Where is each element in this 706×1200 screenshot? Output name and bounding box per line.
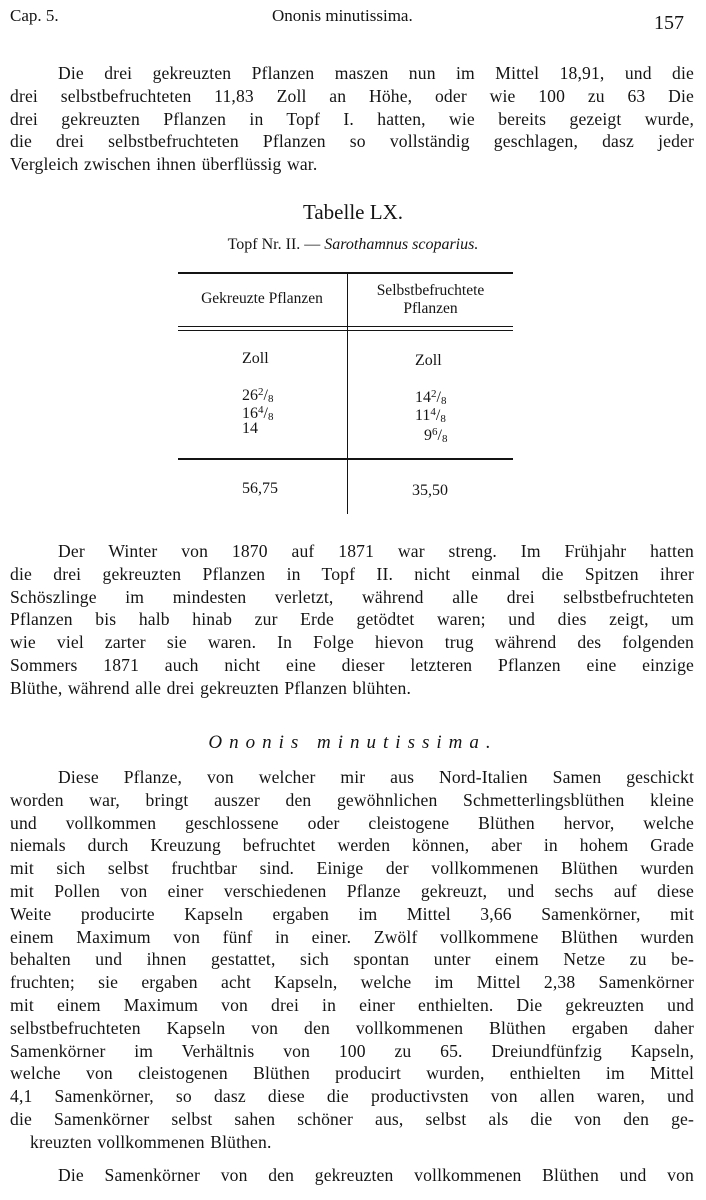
- text-line: die drei gekreuzten Pflanzen in Topf II. nicht einmal die Spitzen ihrer: [10, 563, 694, 584]
- paragraph-winter: [10, 540, 694, 700]
- column-header-line: Selbstbefruchtete: [376, 282, 485, 299]
- paragraph-ononis: [10, 766, 694, 1154]
- unit-label-crossed: Zoll: [242, 350, 269, 367]
- table-sum-rule: [178, 458, 513, 460]
- table-total-crossed: 56,75: [242, 480, 278, 497]
- text-line: Weite producirte Kapseln ergaben im Mittel 3,66 Samenkörner, mit: [10, 903, 694, 924]
- table-cell: $14^2/_8$: [415, 388, 447, 407]
- text-line: kreuzten vollkommenen Blüthen.: [30, 1131, 272, 1152]
- table-top-rule: [178, 272, 513, 274]
- section-heading: Ononis minutissima.: [208, 732, 498, 753]
- text-line: worden war, bringt auszer den gewöhnlichen Schmetterlingsblüthen kleine: [10, 789, 694, 810]
- table-cell: $16^4/_8$: [242, 404, 274, 423]
- table-subtitle-pot: Topf Nr. II. —: [227, 236, 321, 253]
- cell-whole: 14: [242, 420, 258, 437]
- text-line: behalten und ihnen gestattet, sich spontan unter einem Netze zu be-: [10, 949, 694, 970]
- table-cell: $11^4/_8$: [415, 406, 446, 425]
- cell-numerator: 4: [258, 404, 264, 416]
- text-line: Samenkörner im Verhältnis von 100 zu 65. Dreiundfünfzig Kapseln,: [10, 1040, 694, 1061]
- cell-numerator: 4: [430, 406, 436, 418]
- table-header-rule: [178, 326, 513, 327]
- column-header-crossed: Gekreuzte Pflanzen: [201, 290, 323, 307]
- cell-numerator: 2: [258, 386, 264, 398]
- text-line: niemals durch Kreuzung befruchtet werden können, aber in hohem Grade: [10, 835, 694, 856]
- text-line: mit einem Maximum von drei in einer enthielten. Die gekreuzten und: [10, 994, 694, 1015]
- text-line: Die Samenkörner von den gekreuzten vollkommenen Blüthen und von: [58, 1165, 694, 1185]
- text-line: wie viel zarter sie waren. In Folge hievon trug während des folgenden: [10, 632, 694, 653]
- cell-whole: 14: [415, 389, 431, 406]
- text-line: Sommers 1871 auch nicht eine dieser letzteren Pflanzen eine einzige: [10, 654, 694, 675]
- text-line: Die drei gekreuzten Pflanzen maszen nun im Mittel 18,91, und die: [58, 63, 694, 83]
- column-header-line: Pflanzen: [403, 300, 458, 317]
- text-line: drei gekreuzten Pflanzen in Topf I. hatten, wie bereits gezeigt wurde,: [10, 108, 694, 129]
- cell-whole: 9: [424, 427, 432, 444]
- cell-denominator: 8: [440, 413, 446, 425]
- text-line: und vollkommen geschlossene oder cleistogene Blüthen hervor, welche: [10, 812, 694, 833]
- paragraph-height-summary: [10, 62, 694, 176]
- text-line: Vergleich zwischen ihnen überflüssig war.: [10, 154, 318, 175]
- page-number: 157: [654, 12, 684, 34]
- text-line: mit sich selbst fruchtbar sind. Einige der vollkommenen Blüthen wurden: [10, 858, 694, 879]
- text-line: Schöszlinge im mindesten verletzt, während alle drei selbstbefruchteten: [10, 586, 694, 607]
- text-line: Blüthe, während alle drei gekreuzten Pflanzen blühten.: [10, 677, 412, 698]
- text-line: fruchten; sie ergaben acht Kapseln, welche im Mittel 2,38 Samenkörner: [10, 972, 694, 993]
- paragraph-seeds: [10, 1164, 694, 1187]
- text-line: Diese Pflanze, von welcher mir aus Nord-Italien Samen geschickt: [58, 767, 694, 787]
- table-header-rule: [178, 330, 513, 331]
- table-total-selfed: 35,50: [412, 482, 448, 499]
- table-cell: [242, 420, 258, 437]
- cell-denominator: 8: [267, 393, 274, 405]
- cell-denominator: 8: [440, 395, 447, 407]
- text-line: Der Winter von 1870 auf 1871 war streng. Im Frühjahr hatten: [58, 541, 694, 561]
- cell-whole: 11: [415, 407, 431, 424]
- text-line: die Samenkörner selbst sahen schöner aus, selbst als die von den ge-: [10, 1108, 694, 1129]
- running-head-chapter: Cap. 5.: [10, 6, 59, 25]
- text-line: drei selbstbefruchteten 11,83 Zoll an Höhe, oder wie 100 zu 63 Die: [10, 85, 694, 106]
- text-line: mit Pollen von einer verschiedenen Pflanze gekreuzt, und sechs auf diese: [10, 880, 694, 901]
- table-subtitle: [0, 236, 706, 254]
- text-line: selbstbefruchteten Kapseln von den vollkommenen Blüthen ergaben daher: [10, 1017, 694, 1038]
- cell-whole: 26: [242, 387, 258, 404]
- cell-numerator: 6: [432, 426, 438, 438]
- running-head-title: Ononis minutissima.: [272, 6, 413, 25]
- text-line: die drei selbstbefruchteten Pflanzen so vollständig geschlagen, dasz jeder: [10, 131, 694, 152]
- text-line: 4,1 Samenkörner, so dasz diese die productivsten von allen waren, und: [10, 1086, 694, 1107]
- text-line: Pflanzen bis halb hinab zur Erde getödtet waren; und dies zeigt, um: [10, 609, 694, 630]
- table-title: Tabelle LX.: [303, 200, 403, 224]
- column-header-selfed: [348, 282, 513, 318]
- cell-denominator: 8: [441, 433, 448, 445]
- text-line: einem Maximum von fünf in einer. Zwölf vollkommene Blüthen wurden: [10, 926, 694, 947]
- cell-whole: 16: [242, 405, 258, 422]
- table-subtitle-species: Sarothamnus scoparius.: [324, 236, 479, 253]
- cell-numerator: 2: [431, 388, 437, 400]
- cell-denominator: 8: [267, 411, 274, 423]
- table-cell: $26^2/_8$: [242, 386, 274, 405]
- text-line: welche von cleistogenen Blüthen producirt wurden, enthielten im Mittel: [10, 1063, 694, 1084]
- table-cell: $9^6/_8$: [424, 426, 448, 445]
- unit-label-selfed: Zoll: [415, 352, 442, 369]
